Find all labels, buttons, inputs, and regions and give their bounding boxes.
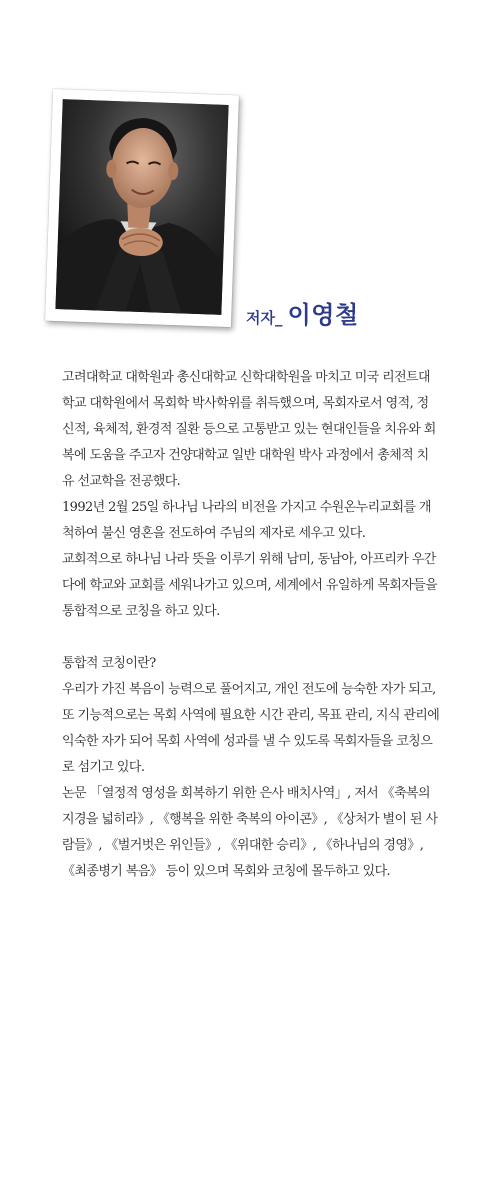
bio-missions: 교회적으로 하나님 나라 뜻을 이루기 위해 남미, 동남아, 아프리카 우간다에 학교와 교회를 세워나가고 있으며, 세계에서 유일하게 목회자들을 통합적으로 코칭을 하고 있다. <box>62 552 438 619</box>
bio-education: 고려대학교 대학원과 총신대학교 신학대학원을 마치고 미국 리전트대학교 대학원에서 목회학 박사학위를 취득했으며, 목회자로서 영적, 정신적, 육체적, 환경적 질환 등으로 고통받고 있는 현대인들을 치유와 회복에 도움을 주고자 건양대학교 일반 대학원 박사 과정에서 총체적 치유 선교학을 전공했다. <box>62 370 436 489</box>
author-heading <box>246 295 359 330</box>
author-biography <box>62 365 440 885</box>
bio-coaching-description: 우리가 가진 복음이 능력으로 풀어지고, 개인 전도에 능숙한 자가 되고, 또 기능적으로는 목회 사역에 필요한 시간 관리, 목표 관리, 지식 관리에 익숙한 자가 되어 목회 사역에 성과를 낼 수 있도록 목회자들을 코칭으로 섬기고 있다. <box>62 682 440 775</box>
bio-coaching-heading: 통합적 코칭이란? <box>62 656 156 671</box>
paragraph-gap <box>62 625 440 651</box>
author-portrait-illustration <box>55 99 228 315</box>
bio-church-founding: 1992년 2월 25일 하나님 나라의 비전을 가지고 수원온누리교회를 개척하여 불신 영혼을 전도하여 주님의 제자로 세우고 있다. <box>62 500 431 541</box>
author-photo-frame <box>45 89 239 327</box>
author-photo <box>55 99 228 315</box>
bio-publications: 논문 「열정적 영성을 회복하기 위한 은사 배치사역」, 저서 《축복의 지경을 넓히라》, 《행복을 위한 축복의 아이콘》, 《상처가 별이 된 사람들》, 《벌거벗은 위인들》, 《위대한 승리》, 《하나님의 경영》, 《최종병기 복음》 등이 있으며 목회와 코칭에 몰두하고 있다. <box>62 786 438 879</box>
author-name: 이영철 <box>287 301 359 329</box>
author-label: 저자_ <box>246 309 283 327</box>
